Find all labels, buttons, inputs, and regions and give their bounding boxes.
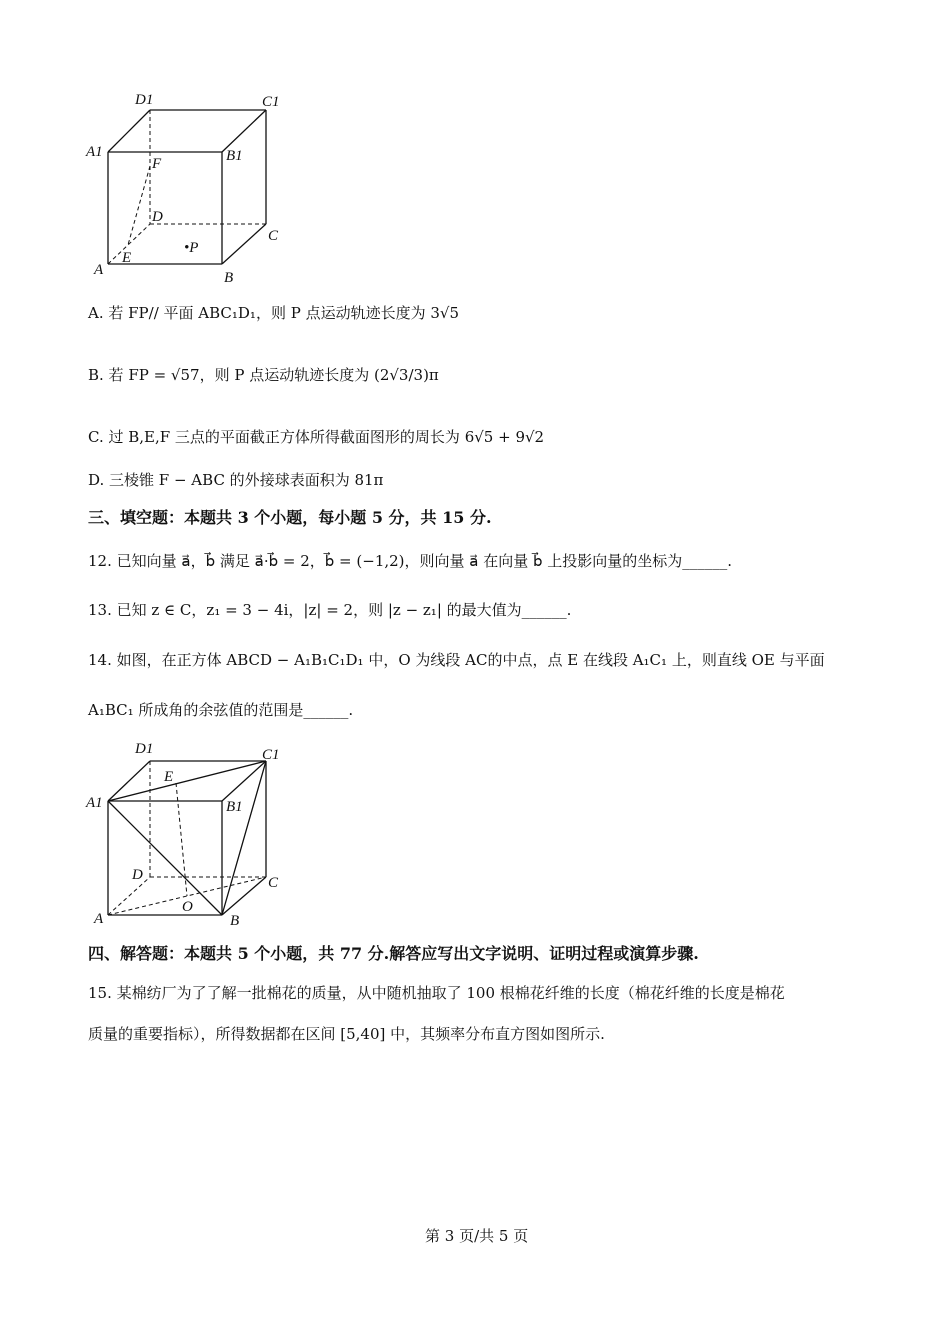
label-b1: B1 [226, 799, 243, 815]
option-d: D. 三棱锥 F − ABC 的外接球表面积为 81π [88, 471, 384, 489]
label-o: O [182, 899, 193, 915]
question-15-line1: 15. 某棉纺厂为了了解一批棉花的质量，从中随机抽取了 100 根棉花纤维的长度（棉花纤维的长度是棉花 [88, 984, 785, 1002]
label-p: •P [184, 240, 199, 256]
label-a: A [94, 911, 104, 927]
label-b: B [230, 913, 240, 929]
label-c1: C1 [262, 94, 280, 110]
cube-figure-1 [80, 88, 300, 288]
option-c: C. 过 B,E,F 三点的平面截正方体所得截面图形的周长为 6√5 + 9√2 [88, 428, 545, 446]
label-a1: A1 [86, 144, 103, 160]
label-a1: A1 [86, 795, 103, 811]
page-number: 第 3 页/共 5 页 [425, 1227, 529, 1245]
label-b1: B1 [226, 148, 243, 164]
option-a: A. 若 FP// 平面 ABC₁D₁，则 P 点运动轨迹长度为 3√5 [88, 304, 459, 322]
label-f: F [152, 156, 162, 172]
section-4-title: 四、解答题：本题共 5 个小题，共 77 分.解答应写出文字说明、证明过程或演算步骤. [88, 944, 699, 963]
label-e: E [122, 250, 132, 266]
question-15-line2: 质量的重要指标），所得数据都在区间 [5,40] 中，其频率分布直方图如图所示. [88, 1025, 605, 1043]
label-d1: D1 [135, 741, 154, 757]
label-e: E [164, 769, 174, 785]
option-b: B. 若 FP = √57，则 P 点运动轨迹长度为 (2√3/3)π [88, 366, 439, 384]
label-a: A [94, 262, 104, 278]
label-c: C [268, 875, 279, 891]
label-d: D [152, 209, 163, 225]
question-14-line1: 14. 如图，在正方体 ABCD − A₁B₁C₁D₁ 中，O 为线段 AC的中点，点 E 在线段 A₁C₁ 上，则直线 OE 与平面 [88, 651, 825, 669]
cube-figure-2 [80, 735, 300, 930]
section-3-title: 三、填空题：本题共 3 个小题，每小题 5 分，共 15 分. [88, 508, 492, 527]
label-d: D [132, 867, 143, 883]
question-13: 13. 已知 z ∈ C，z₁ = 3 − 4i，|z| = 2，则 |z − z₁| 的最大值为______. [88, 601, 572, 619]
label-b: B [224, 270, 234, 286]
label-c: C [268, 228, 279, 244]
question-14-line2: A₁BC₁ 所成角的余弦值的范围是______. [88, 701, 354, 719]
label-c1: C1 [262, 747, 280, 763]
label-d1: D1 [135, 92, 154, 108]
question-12: 12. 已知向量 a⃗，b⃗ 满足 a⃗·b⃗ = 2，b⃗ = (−1,2)，则向量 a⃗ 在向量 b⃗ 上投影向量的坐标为______. [88, 552, 733, 570]
